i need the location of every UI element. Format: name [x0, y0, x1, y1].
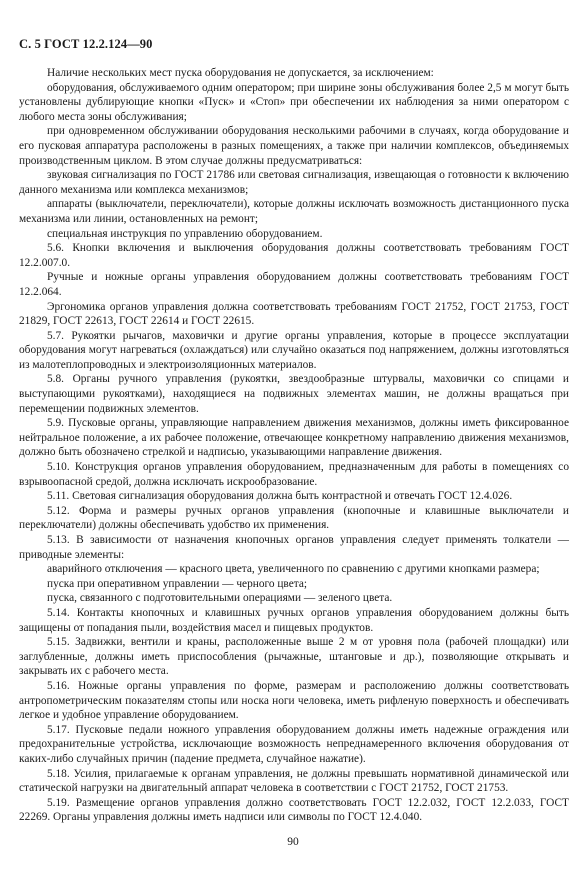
paragraph: при одновременном обслуживании оборудования несколькими рабочими в случаях, когда оборудование и его пусковая аппаратура расположены в разных помещениях, а также при наличии комплексов, объединяемых производственным циклом. В этом случае должны предусматриваться: — [19, 125, 569, 167]
paragraph: 5.16. Ножные органы управления по форме, размерам и расположению должны соответствовать антропометрическим показателям стопы или носка ноги человека, иметь рифленую поверхность и обеспечивать легкое и удобное управление оборудованием. — [19, 679, 569, 722]
paragraph: аппараты (выключатели, переключатели), которые должны исключать возможность дистанционного пуска механизма или линии, остановленных на ремонт; — [19, 198, 569, 225]
paragraph: аварийного отключения — красного цвета, увеличенного по сравнению с другими кнопками размера; — [47, 563, 540, 576]
paragraph: 5.10. Конструкция органов управления оборудованием, предназначенным для работы в помещениях со взрывоопасной средой, должна исключать искрообразование. — [19, 461, 569, 488]
paragraph: 5.7. Рукоятки рычагов, маховички и другие органы управления, которые в процессе эксплуатации оборудования могут нагреваться (охлаждаться) или случайно оказаться под напряжением, должны изготовляться из малотеплопроводных и электроизоляционных материалов. — [19, 329, 569, 371]
paragraph: пуска при оперативном управлении — черного цвета; — [47, 577, 308, 590]
paragraph: специальная инструкция по управлению оборудованием. — [47, 227, 323, 240]
paragraph: 5.18. Усилия, прилагаемые к органам управления, не должны превышать нормативной динамической или статической нагрузки на двигательный аппарат человека в соответствии с ГОСТ 21752, ГОСТ 21753. — [19, 767, 569, 795]
paragraph: 5.14. Контакты кнопочных и клавишных ручных органов управления оборудованием должны быть защищены от попадания пыли, воздействия масел и пищевых продуктов. — [19, 606, 569, 634]
paragraph: Ручные и ножные органы управления оборудованием должны соответствовать требованиям ГОСТ 12.2.064. — [19, 271, 569, 298]
paragraph: 5.13. В зависимости от назначения кнопочных органов управления следует применять толкатели — приводные элементы: — [19, 534, 569, 561]
paragraph: Эргономика органов управления должна соответствовать требованиям ГОСТ 21752, ГОСТ 21753, ГОСТ 21829, ГОСТ 22613, ГОСТ 22614 и ГОСТ 22615. — [19, 300, 569, 328]
paragraph: 5.12. Форма и размеры ручных органов управления (кнопочные и клавишные выключатели и переключатели) должны обеспечивать удобство их применения. — [19, 504, 569, 532]
paragraph: 5.6. Кнопки включения и выключения оборудования должны соответствовать требованиям ГОСТ 12.2.007.0. — [19, 242, 569, 269]
paragraph: 5.17. Пусковые педали ножного управления оборудованием должны иметь надежные ограждения или предохранительные устройства, исключающие возможность непреднамеренного включения оборудования от каких-либо случайных причин (падение предмета, случайное нажатие). — [19, 723, 569, 765]
paragraph: Наличие нескольких мест пуска оборудования не допускается, за исключением: — [47, 67, 434, 79]
document-body — [19, 66, 569, 825]
paragraph: пуска, связанного с подготовительными операциями — зеленого цвета. — [47, 592, 393, 605]
paragraph: звуковая сигнализация по ГОСТ 21786 или световая сигнализация, извещающая о готовности к включению данного механизма или комплекса механизмов; — [19, 169, 569, 196]
running-header: С. 5 ГОСТ 12.2.124—90 — [19, 37, 153, 51]
paragraph: 5.15. Задвижки, вентили и краны, расположенные выше 2 м от уровня пола (рабочей площадки) или заглубленные, должны иметь приспособления (рычажные, штанговые и др.), позволяющие открывать и закрывать их с рабочего места. — [19, 636, 569, 678]
paragraph: 5.8. Органы ручного управления (рукоятки, звездообразные штурвалы, маховички со спицами и выступающими рукоятками), находящиеся на подвижных элементах машин, не должны вращаться при перемещении подвижных элементов. — [19, 373, 569, 415]
paragraph: оборудования, обслуживаемого одним оператором; при ширине зоны обслуживания более 2,5 м могут быть установлены дублирующие кнопки «Пуск» и «Стоп» при обеспечении их наблюдения за ними оператором с любого места зоны обслуживания; — [19, 81, 569, 123]
page-number: 90 — [287, 836, 299, 848]
paragraph: 5.11. Световая сигнализация оборудования должна быть контрастной и отвечать ГОСТ 12.4.026. — [47, 490, 513, 503]
paragraph: 5.9. Пусковые органы, управляющие направлением движения механизмов, должны иметь фиксированное нейтральное положение, а их рабочее положение, отвечающее конкретному направлению движения механизмов, должно быть обозначено стрелкой и надписью, указывающими направление движения. — [19, 417, 569, 459]
paragraph: 5.19. Размещение органов управления должно соответствовать ГОСТ 12.2.032, ГОСТ 12.2.033, ГОСТ 22269. Органы управления должны иметь надписи или символы по ГОСТ 12.4.040. — [19, 796, 569, 824]
